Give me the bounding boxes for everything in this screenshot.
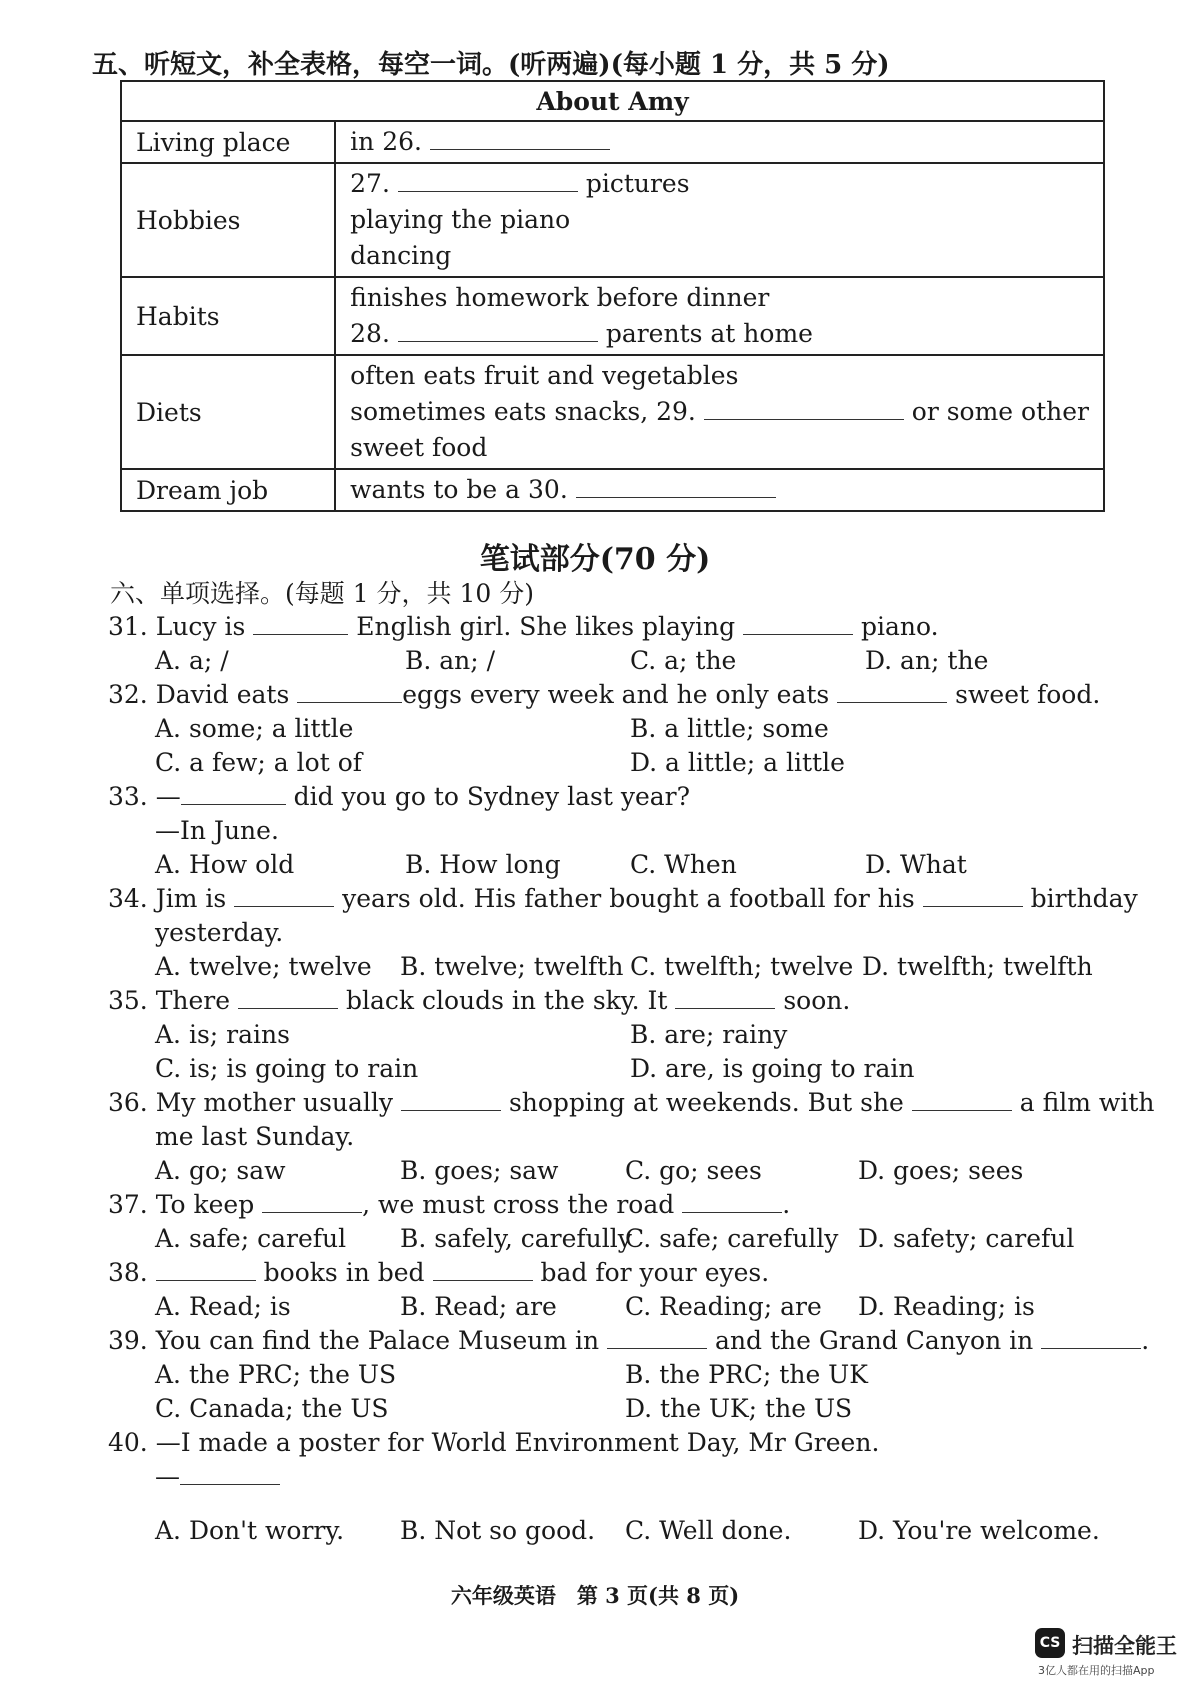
answer-blank[interactable] [156,1258,256,1281]
watermark-name: 扫描全能王 [1072,1634,1177,1658]
option-b[interactable]: B. goes; saw [400,1156,559,1185]
page-footer: 六年级英语 第 3 页(共 8 页) [450,1583,740,1608]
option-c[interactable]: C. a; the [630,646,737,675]
option-d[interactable]: D. the UK; the US [625,1394,853,1423]
option-d[interactable]: D. a little; a little [630,748,845,777]
option-c[interactable]: C. twelfth; twelve [630,952,854,981]
answer-blank[interactable] [234,884,334,907]
cell-text: or some other [911,397,1089,426]
answer-blank[interactable] [607,1326,707,1349]
option-a[interactable]: A. the PRC; the US [155,1360,397,1389]
answer-blank[interactable] [430,127,610,150]
answer-blank[interactable] [837,680,947,703]
answer-blank[interactable] [398,169,578,192]
question-continuation: me last Sunday. [155,1122,355,1151]
question-38: 38. books in bed bad for your eyes. [108,1258,770,1287]
table-row [121,163,1104,277]
answer-blank[interactable] [1041,1326,1141,1349]
answer-blank[interactable] [181,782,286,805]
question-40: 40. —I made a poster for World Environment Day, Mr Green. [108,1428,880,1457]
option-b[interactable]: B. a little; some [630,714,829,743]
option-a[interactable]: A. twelve; twelve [155,952,372,981]
section5-title: 五、听短文，补全表格，每空一词。(听两遍)(每小题 1 分，共 5 分) [92,50,890,80]
cell-text: finishes homework before dinner [350,283,770,312]
answer-blank[interactable] [743,612,853,635]
option-d[interactable]: D. twelfth; twelfth [862,952,1093,981]
table-header: About Amy [121,81,1104,121]
option-b[interactable]: B. twelve; twelfth [400,952,624,981]
cell-text: 27. [350,169,390,198]
option-a[interactable]: A. go; saw [155,1156,286,1185]
option-a[interactable]: A. is; rains [155,1020,290,1049]
cell-text: sometimes eats snacks, 29. [350,397,696,426]
row-content [335,121,1104,163]
option-b[interactable]: B. Not so good. [400,1516,596,1545]
row-label: Habits [121,277,335,355]
option-b[interactable]: B. safely, carefully [400,1224,632,1253]
option-c[interactable]: C. Well done. [625,1516,792,1545]
option-a[interactable]: A. How old [155,850,295,879]
table-row [121,469,1104,511]
option-d[interactable]: D. an; the [865,646,989,675]
option-c[interactable]: C. Canada; the US [155,1394,389,1423]
option-a[interactable]: A. a; / [155,646,229,675]
answer-blank[interactable] [675,986,775,1009]
cell-text: often eats fruit and vegetables [350,361,739,390]
option-b[interactable]: B. are; rainy [630,1020,788,1049]
option-d[interactable]: D. You're welcome. [858,1516,1100,1545]
question-continuation: yesterday. [155,918,284,947]
table-row [121,277,1104,355]
option-d[interactable]: D. Reading; is [858,1292,1035,1321]
table-row [121,121,1104,163]
cell-text: 28. [350,319,390,348]
option-d[interactable]: D. safety; careful [858,1224,1075,1253]
cell-text: playing the piano [350,205,571,234]
question-33: 33. — did you go to Sydney last year? [108,782,691,811]
option-a[interactable]: A. Read; is [155,1292,291,1321]
option-d[interactable]: D. What [865,850,967,879]
option-c[interactable]: C. safe; carefully [625,1224,839,1253]
answer-blank[interactable] [253,612,348,635]
answer-blank[interactable] [262,1190,362,1213]
answer-blank[interactable] [398,319,598,342]
answer-blank[interactable] [912,1088,1012,1111]
answer-blank[interactable] [923,884,1023,907]
cell-text: pictures [585,169,690,198]
option-c[interactable]: C. is; is going to rain [155,1054,419,1083]
option-c[interactable]: C. a few; a lot of [155,748,362,777]
section6-title: 六、单项选择。(每题 1 分，共 10 分) [110,579,535,608]
about-amy-table [120,80,1105,512]
row-label: Living place [121,121,335,163]
option-d[interactable]: D. are, is going to rain [630,1054,915,1083]
answer-blank[interactable] [238,986,338,1009]
answer-blank[interactable] [401,1088,501,1111]
option-b[interactable]: B. How long [405,850,561,879]
table-row [121,355,1104,469]
written-part-title: 笔试部分(70 分) [479,542,711,577]
cell-text: dancing [350,241,452,270]
answer-blank[interactable] [433,1258,533,1281]
row-content [335,277,1104,355]
cell-text: sweet food [350,433,488,462]
cell-text: parents at home [605,319,813,348]
answer-blank[interactable] [704,397,904,420]
option-a[interactable]: A. some; a little [155,714,354,743]
row-label: Diets [121,355,335,469]
option-c[interactable]: C. go; sees [625,1156,762,1185]
watermark-tagline: 3亿人都在用的扫描App [1038,1664,1155,1677]
camscanner-logo-icon: CS [1035,1628,1065,1658]
row-content [335,163,1104,277]
option-c[interactable]: C. When [630,850,737,879]
option-b[interactable]: B. Read; are [400,1292,557,1321]
answer-line: —In June. [155,816,279,845]
answer-blank[interactable] [576,475,776,498]
answer-blank[interactable] [682,1190,782,1213]
question-31: 31. Lucy is English girl. She likes playing piano. [108,612,939,641]
cell-text: in 26. [350,127,422,156]
row-label: Hobbies [121,163,335,277]
option-d[interactable]: D. goes; sees [858,1156,1024,1185]
answer-line: — [155,1462,280,1491]
option-a[interactable]: A. Don't worry. [155,1516,345,1545]
question-37: 37. To keep , we must cross the road . [108,1190,791,1219]
question-36: 36. My mother usually shopping at weekends. But she a film with [108,1088,1155,1117]
option-b[interactable]: B. an; / [405,646,496,675]
cell-text: wants to be a 30. [350,475,568,504]
question-32: 32. David eats eggs every week and he only eats sweet food. [108,680,1101,709]
question-39: 39. You can find the Palace Museum in and the Grand Canyon in . [108,1326,1150,1355]
answer-blank[interactable] [297,680,402,703]
row-content [335,469,1104,511]
row-content [335,355,1104,469]
question-34: 34. Jim is years old. His father bought a football for his birthday [108,884,1138,913]
question-35: 35. There black clouds in the sky. It soon. [108,986,851,1015]
option-a[interactable]: A. safe; careful [155,1224,347,1253]
option-c[interactable]: C. Reading; are [625,1292,822,1321]
answer-blank[interactable] [180,1462,280,1485]
option-b[interactable]: B. the PRC; the UK [625,1360,868,1389]
row-label: Dream job [121,469,335,511]
